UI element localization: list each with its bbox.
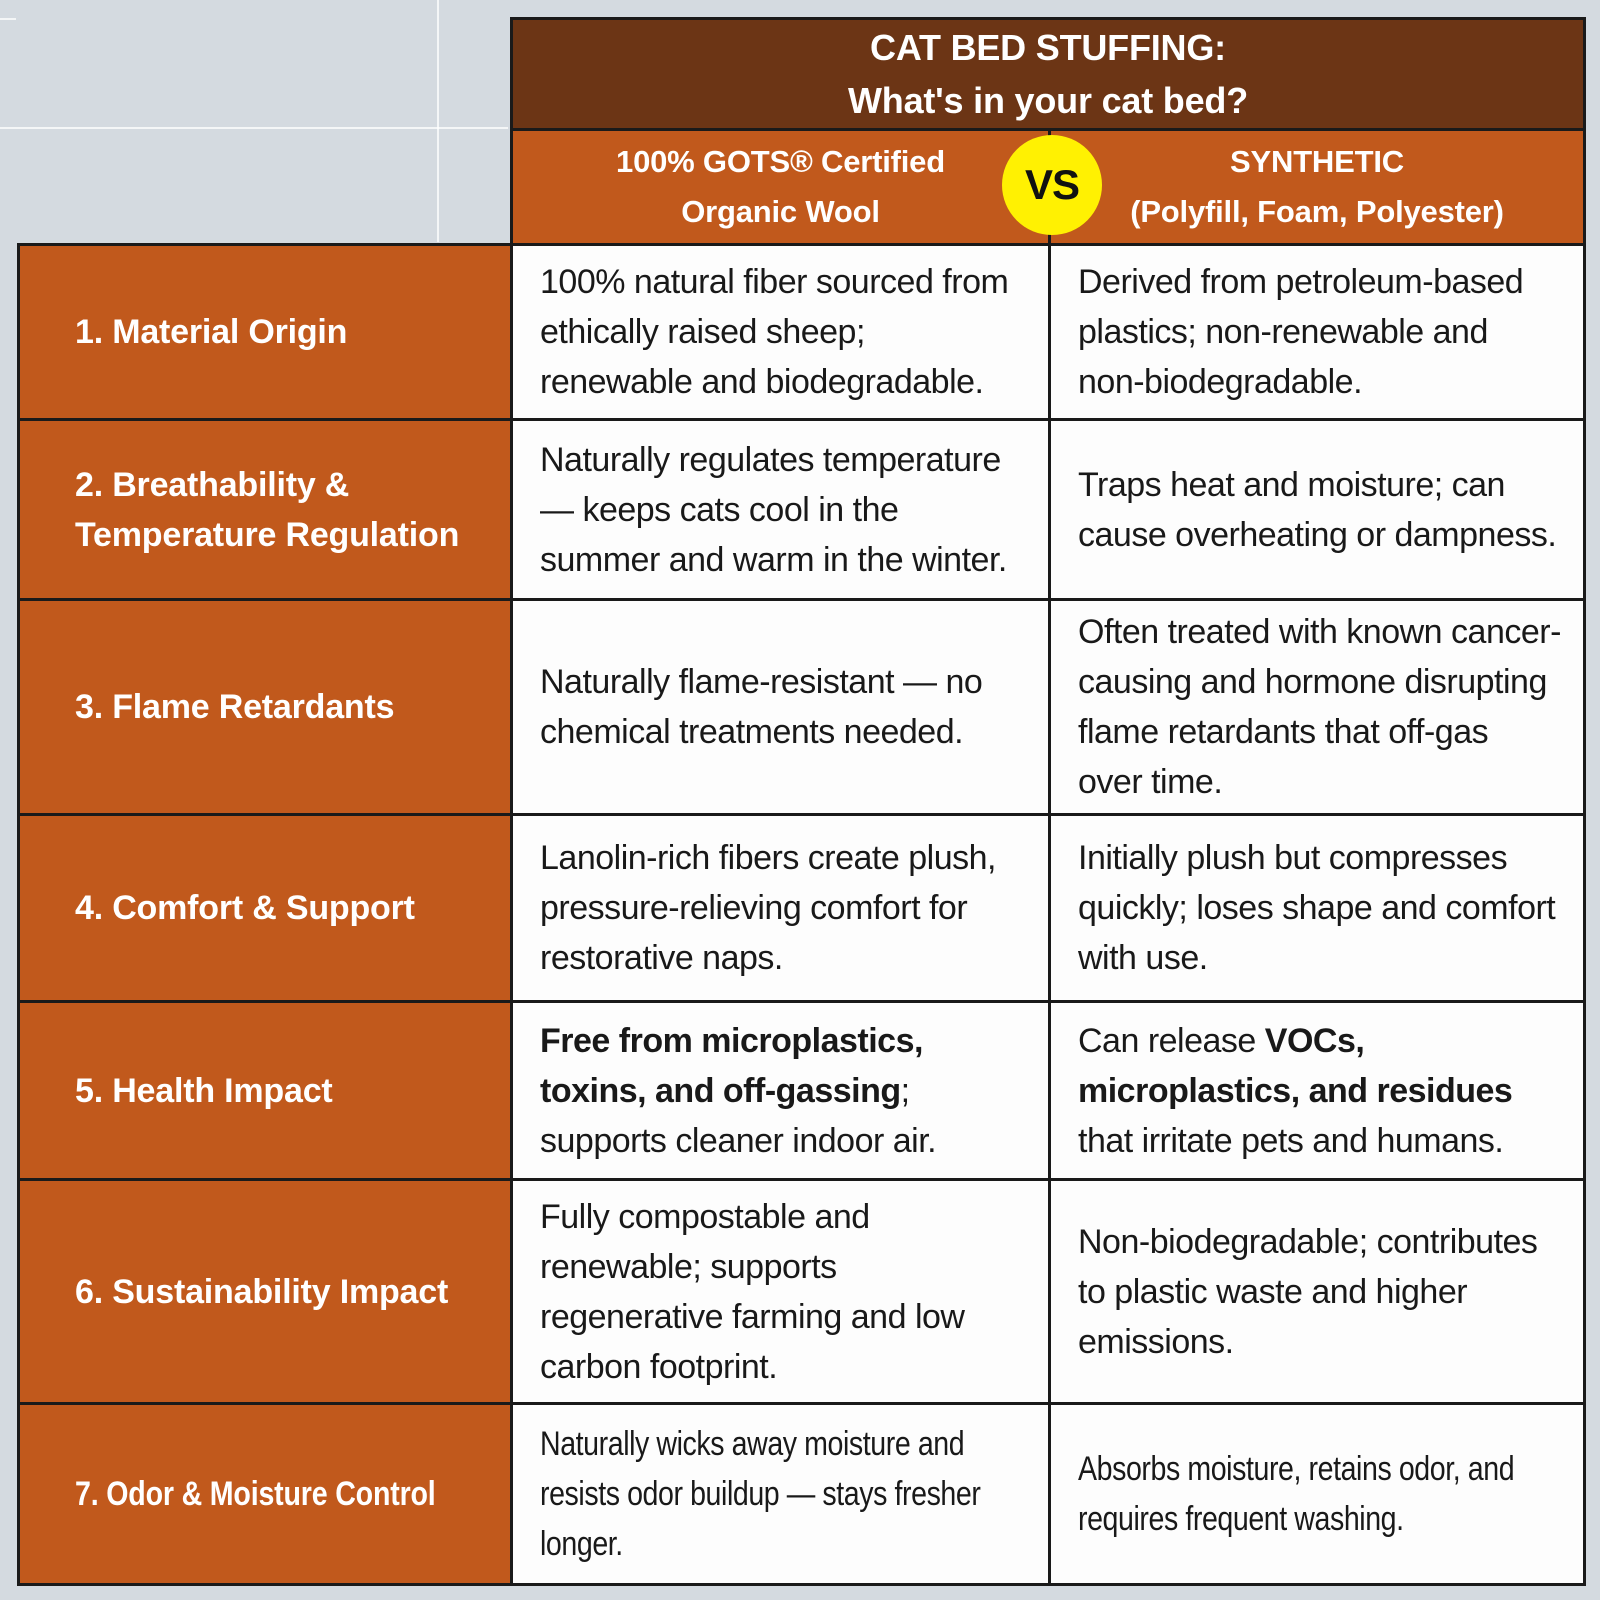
row-label-text: 2. Breathability & Temperature Regulation (75, 465, 460, 554)
synthetic-cell (1050, 245, 1585, 420)
row-label-text: 5. Health Impact (75, 1071, 333, 1110)
table-row (19, 245, 1585, 420)
synthetic-cell (1050, 420, 1585, 600)
cell-text: Often treated with known cancer-causing and hormone disrupting flame retardants that off-gas over time. (1078, 613, 1561, 801)
spreadsheet-gridline (0, 18, 16, 20)
row-label-text: 6. Sustainability Impact (75, 1272, 449, 1311)
cell-text: Fully compostable and renewable; supports regenerative farming and low carbon footprint. (540, 1197, 965, 1386)
row-label-cell (19, 420, 512, 600)
synthetic-cell (1050, 1002, 1585, 1180)
wool-cell (512, 420, 1050, 600)
cell-text: Naturally flame-resistant — no chemical treatments needed. (540, 663, 983, 751)
cell-text: Naturally regulates temperature — keeps cats cool in the summer and warm in the winter. (540, 440, 1007, 579)
wool-column-header-line1: 100% GOTS® Certified (616, 144, 945, 179)
row-label-text: 3. Flame Retardants (75, 688, 395, 726)
table-row (19, 1180, 1585, 1404)
cell-text: Traps heat and moisture; can cause overheating or dampness. (1078, 465, 1557, 554)
wool-column-header (512, 130, 1050, 245)
synthetic-cell (1050, 1404, 1585, 1585)
wool-cell (512, 1180, 1050, 1404)
wool-cell (512, 815, 1050, 1002)
row-label-cell (19, 1180, 512, 1404)
vs-badge-label: VS (1024, 161, 1080, 208)
cell-text: Absorbs moisture, retains odor, and requires frequent washing. (1078, 1450, 1515, 1538)
synthetic-cell (1050, 600, 1585, 815)
cell-text: 100% natural fiber sourced from ethically raised sheep; renewable and biodegradable. (540, 263, 1009, 401)
row-label-text: 7. Odor & Moisture Control (75, 1475, 436, 1513)
synthetic-column-header-line1: SYNTHETIC (1230, 144, 1404, 179)
row-label-cell (19, 1002, 512, 1180)
table-row (19, 600, 1585, 815)
cell-text: Non-biodegradable; contributes to plastic waste and higher emissions. (1078, 1222, 1538, 1361)
empty-corner-cell (19, 19, 512, 245)
title-row (19, 19, 1585, 130)
row-label-text: 4. Comfort & Support (75, 889, 415, 927)
comparison-table (17, 17, 1586, 1586)
synthetic-column-header-line2: (Polyfill, Foam, Polyester) (1130, 194, 1504, 229)
wool-cell (512, 600, 1050, 815)
cell-text: Naturally wicks away moisture and resists odor buildup — stays fresher longer. (540, 1425, 981, 1563)
synthetic-cell (1050, 1180, 1585, 1404)
vs-badge (1002, 135, 1102, 235)
cell-text: Lanolin-rich fibers create plush, pressure-relieving comfort for restorative naps. (540, 839, 996, 977)
row-label-cell (19, 815, 512, 1002)
wool-cell (512, 1404, 1050, 1585)
wool-cell (512, 245, 1050, 420)
table-title-line2: What's in your cat bed? (848, 80, 1248, 121)
cell-text: Can release VOCs, microplastics, and residues that irritate pets and humans. (1078, 1021, 1513, 1160)
table-title-line1: CAT BED STUFFING: (870, 27, 1226, 68)
table-row (19, 1002, 1585, 1180)
table-row (19, 1404, 1585, 1585)
row-label-cell (19, 600, 512, 815)
table-row (19, 815, 1585, 1002)
row-label-cell (19, 245, 512, 420)
cell-text: Initially plush but compresses quickly; loses shape and comfort with use. (1078, 839, 1556, 977)
row-label-text: 1. Material Origin (75, 313, 348, 351)
synthetic-column-header (1050, 130, 1585, 245)
cell-text: Derived from petroleum-based plastics; non-renewable and non-biodegradable. (1078, 263, 1524, 401)
wool-column-header-line2: Organic Wool (681, 194, 880, 229)
table-row (19, 420, 1585, 600)
synthetic-cell (1050, 815, 1585, 1002)
wool-cell (512, 1002, 1050, 1180)
table-title-cell (512, 19, 1585, 130)
cell-text: Free from microplastics, toxins, and off-gassing; supports cleaner indoor air. (540, 1021, 937, 1160)
row-label-cell (19, 1404, 512, 1585)
